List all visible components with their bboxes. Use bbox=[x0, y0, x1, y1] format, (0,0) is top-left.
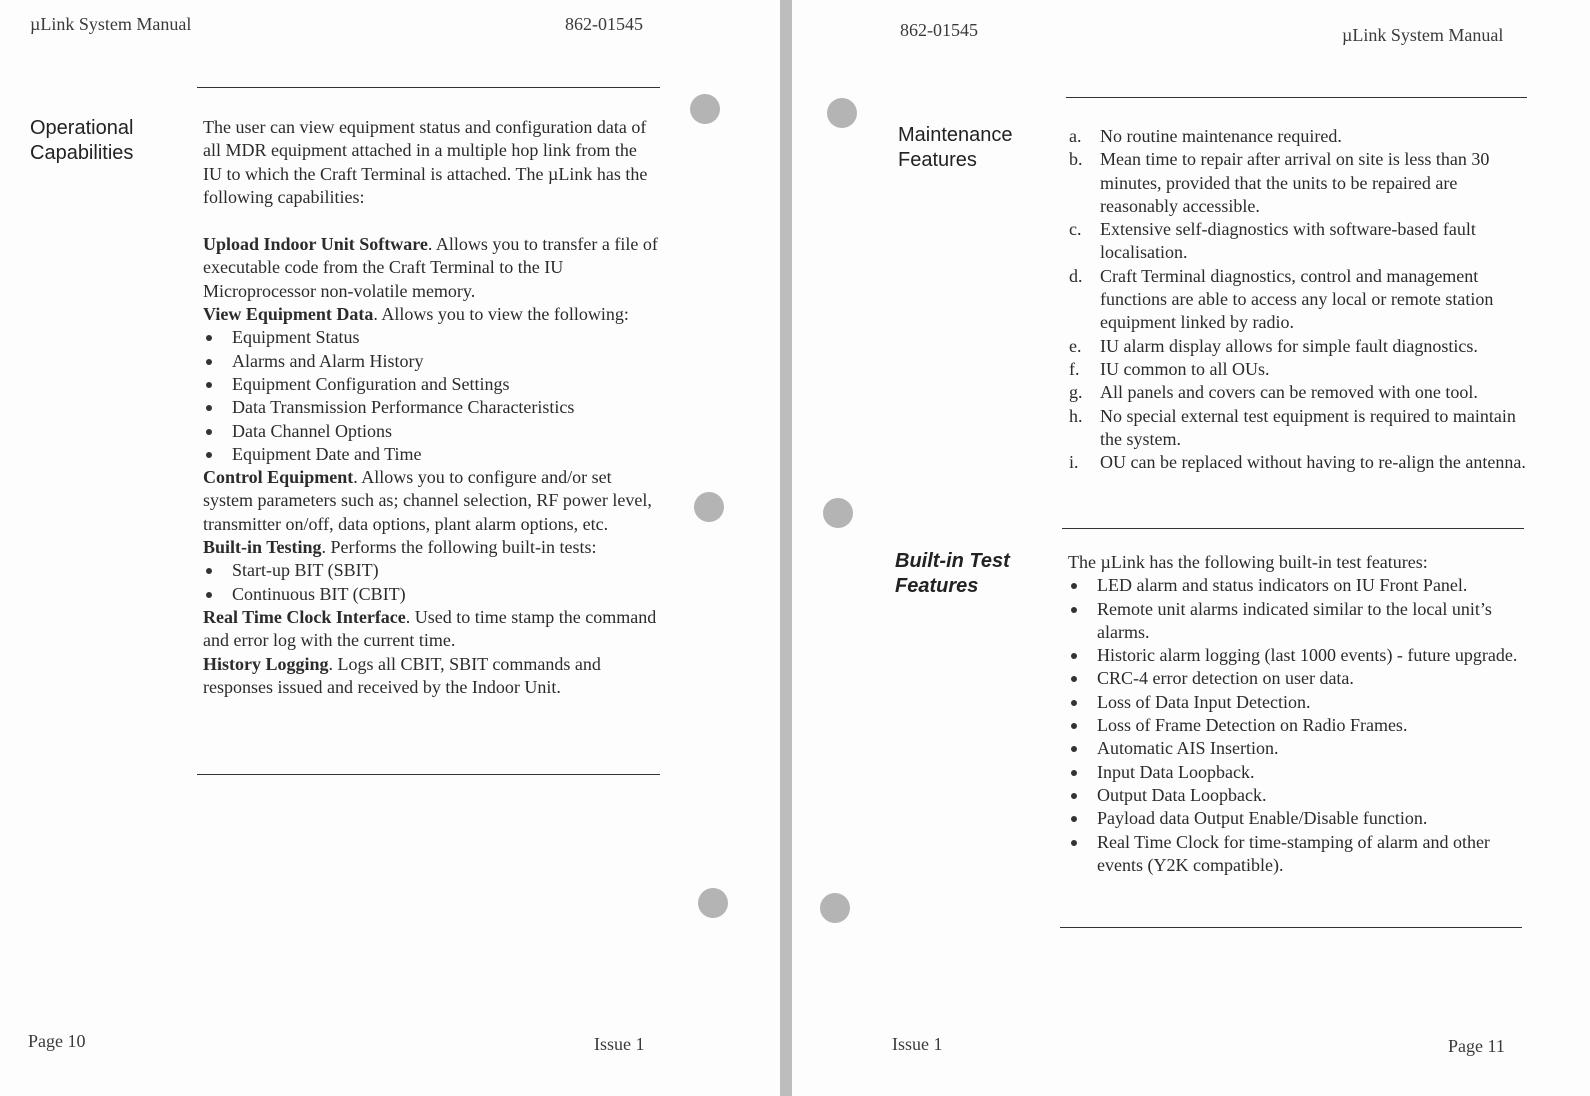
footer-page-number: Page 10 bbox=[28, 1031, 86, 1051]
list-item: d. Craft Terminal diagnostics, control and management functions are able to access any local or remote station equipment linked by radio. bbox=[1069, 265, 1494, 333]
bit-intro: The µLink has the following built-in test features: bbox=[1068, 552, 1428, 572]
list-item: Payload data Output Enable/Disable function. bbox=[1068, 807, 1530, 830]
maintenance-list bbox=[1069, 125, 1529, 474]
binding-gutter bbox=[780, 0, 792, 1096]
capability-upload: Upload Indoor Unit Software. Allows you to transfer a file of executable code from the Craft Terminal to the IU Microprocessor non-volatile memory. bbox=[203, 234, 658, 301]
built-in-test-body bbox=[1068, 551, 1530, 877]
punch-hole bbox=[694, 492, 724, 522]
list-item: Data Channel Options bbox=[203, 420, 658, 443]
right-page bbox=[792, 0, 1590, 1096]
list-item: g. All panels and covers can be removed with one tool. bbox=[1069, 382, 1478, 403]
punch-hole bbox=[690, 94, 720, 124]
footer-page-number: Page 11 bbox=[1448, 1036, 1505, 1056]
list-item: Alarms and Alarm History bbox=[203, 350, 658, 373]
header-manual-title: µLink System Manual bbox=[30, 14, 192, 34]
middle-rule bbox=[1062, 528, 1524, 529]
capability-bit: Built-in Testing. Performs the following built-in tests: bbox=[203, 537, 597, 558]
top-rule bbox=[1066, 97, 1527, 98]
list-item: LED alarm and status indicators on IU Front Panel. bbox=[1068, 574, 1530, 597]
list-item: Remote unit alarms indicated similar to the local unit’s alarms. bbox=[1068, 598, 1530, 645]
bit-features-list bbox=[1068, 574, 1530, 877]
punch-hole bbox=[698, 888, 728, 918]
header-doc-number: 862-01545 bbox=[565, 14, 643, 34]
capabilities-body bbox=[203, 116, 658, 699]
list-item: Automatic AIS Insertion. bbox=[1068, 737, 1530, 760]
capability-history: History Logging. Logs all CBIT, SBIT commands and responses issued and received by the Indoor Unit. bbox=[203, 653, 601, 697]
list-item: Continuous BIT (CBIT) bbox=[203, 583, 658, 606]
view-items-list bbox=[203, 326, 658, 466]
footer-issue: Issue 1 bbox=[594, 1034, 645, 1054]
capability-view: View Equipment Data. Allows you to view the following: bbox=[203, 304, 629, 325]
intro-paragraph: The user can view equipment status and configuration data of all MDR equipment attached in a multiple hop link from the IU to which the Craft Terminal is attached. The µLink has the following capabilities: bbox=[203, 117, 648, 207]
left-page bbox=[0, 0, 780, 1096]
punch-hole bbox=[820, 893, 850, 923]
list-item: Equipment Status bbox=[203, 326, 658, 349]
header-doc-number: 862-01545 bbox=[900, 20, 978, 40]
list-item: CRC-4 error detection on user data. bbox=[1068, 667, 1530, 690]
section-title-built-in-test-features: Built-in Test Features bbox=[895, 550, 1010, 597]
list-item: Input Data Loopback. bbox=[1068, 761, 1530, 784]
list-item: Historic alarm logging (last 1000 events) - future upgrade. bbox=[1068, 644, 1530, 667]
bottom-rule bbox=[197, 774, 660, 775]
list-item: Loss of Data Input Detection. bbox=[1068, 691, 1530, 714]
bit-items-list bbox=[203, 559, 658, 606]
list-item: Start-up BIT (SBIT) bbox=[203, 559, 658, 582]
list-item: Equipment Configuration and Settings bbox=[203, 373, 658, 396]
capability-control: Control Equipment. Allows you to configure and/or set system parameters such as; channel selection, RF power level, transmitter on/off, data options, plant alarm options, etc. bbox=[203, 467, 652, 534]
footer-issue: Issue 1 bbox=[892, 1034, 943, 1054]
list-item: h. No special external test equipment is required to maintain the system. bbox=[1069, 405, 1516, 449]
list-item: Data Transmission Performance Characteristics bbox=[203, 396, 658, 419]
list-item: b. Mean time to repair after arrival on site is less than 30 minutes, provided that the units to be repaired are reasonably accessible. bbox=[1069, 149, 1490, 216]
bottom-rule bbox=[1060, 927, 1522, 928]
list-item: Output Data Loopback. bbox=[1068, 784, 1530, 807]
list-item: Real Time Clock for time-stamping of alarm and other events (Y2K compatible). bbox=[1068, 831, 1530, 878]
top-rule bbox=[197, 87, 660, 88]
section-title-maintenance-features: Maintenance Features bbox=[898, 124, 1013, 171]
list-item: c. Extensive self-diagnostics with software-based fault localisation. bbox=[1069, 219, 1476, 263]
list-item: i. OU can be replaced without having to re-align the antenna. bbox=[1069, 452, 1526, 473]
capability-rtc: Real Time Clock Interface. Used to time stamp the command and error log with the current time. bbox=[203, 606, 657, 651]
list-item: Equipment Date and Time bbox=[203, 443, 658, 466]
list-item: a. No routine maintenance required. bbox=[1069, 126, 1342, 146]
punch-hole bbox=[827, 98, 857, 128]
punch-hole bbox=[823, 498, 853, 528]
list-item: f. IU common to all OUs. bbox=[1069, 358, 1270, 379]
list-item: Loss of Frame Detection on Radio Frames. bbox=[1068, 714, 1530, 737]
header-manual-title: µLink System Manual bbox=[1342, 25, 1504, 45]
section-title-operational-capabilities: Operational Capabilities bbox=[30, 117, 134, 164]
list-item: e. IU alarm display allows for simple fault diagnostics. bbox=[1069, 335, 1478, 356]
